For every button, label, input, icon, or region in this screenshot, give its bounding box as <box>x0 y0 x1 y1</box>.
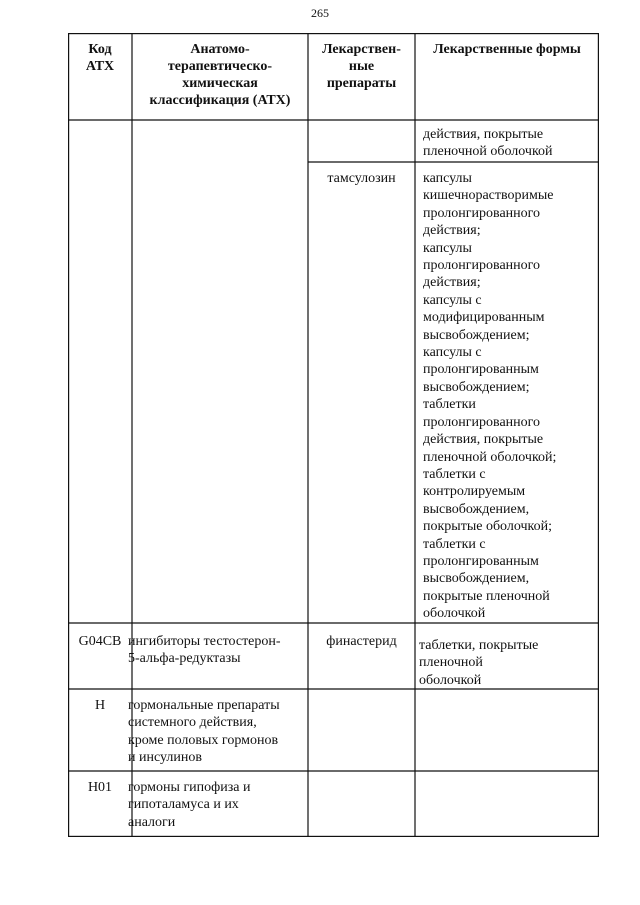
row-0-forms: действия, покрытые пленочной оболочкой <box>423 127 553 160</box>
atc-table <box>68 33 599 837</box>
row-1-drug: тамсулозин <box>327 171 396 186</box>
header-forms: Лекарственные формы <box>433 42 581 57</box>
row-2-drug: финастерид <box>326 634 397 649</box>
row-4-classification: гормоны гипофиза и гипоталамуса и их аналоги <box>128 780 251 830</box>
header-drugs: Лекарствен- ные препараты <box>322 42 401 91</box>
header-code: Код АТХ <box>85 42 115 74</box>
row-2-code: G04CB <box>78 634 122 649</box>
row-3-classification: гормональные препараты системного действия, кроме половых гормонов и инсулинов <box>128 698 280 766</box>
row-1-forms: капсулы кишечнорастворимые пролонгированного действия; капсулы пролонгированного действия; капсулы с модифицированным высвобождением; капсулы с пролонгированным высвобождением; таблетки пролонгированного действия, покрытые пленочной оболочкой; таблетки с контролируемым высвобождением, покрытые оболочкой; таблетки с пролонгированным высвобождением, покрытые пленочной оболочкой <box>423 171 557 622</box>
row-3-code: H <box>94 698 106 713</box>
page-number: 265 <box>311 6 329 20</box>
header-classification: Анатомо- терапевтическо- химическая классификация (АТХ) <box>149 42 291 108</box>
row-2-forms: таблетки, покрытые пленочной оболочкой <box>419 638 539 688</box>
row-2-classification: ингибиторы тестостерон- 5-альфа-редуктазы <box>128 634 281 667</box>
row-4-code: H01 <box>87 780 113 795</box>
